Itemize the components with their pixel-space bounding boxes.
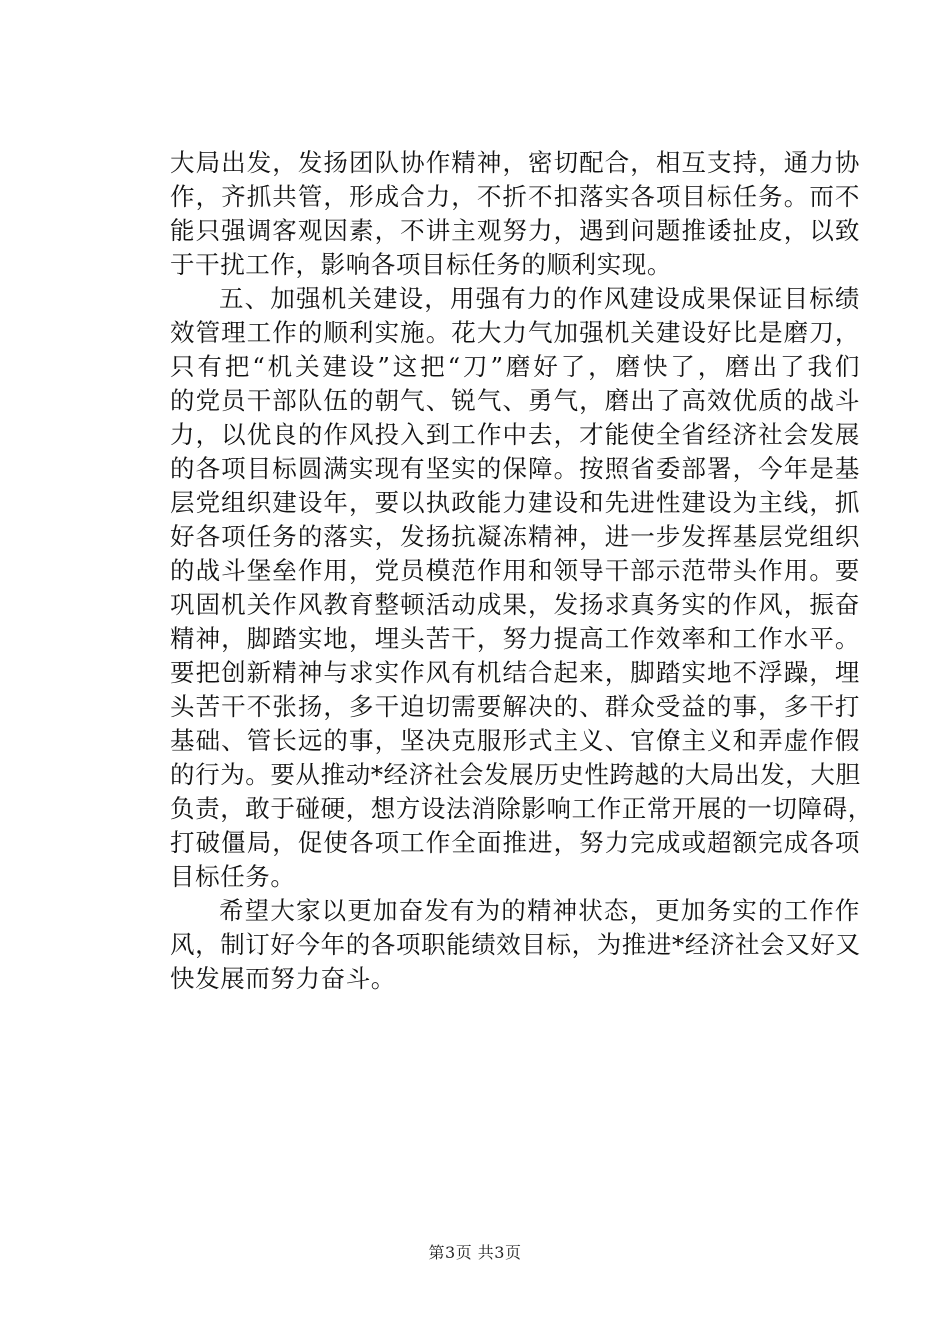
text-line: 的战斗堡垒作用，党员模范作用和领导干部示范带头作用。要 — [170, 556, 860, 585]
text-line: 打破僵局，促使各项工作全面推进，努力完成或超额完成各项 — [170, 828, 860, 857]
text-line: 好各项任务的落实，发扬抗凝冻精神，进一步发挥基层党组织 — [170, 522, 860, 551]
text-line: 效管理工作的顺利实施。花大力气加强机关建设好比是磨刀， — [170, 318, 860, 347]
text-line: 希望大家以更加奋发有为的精神状态，更加务实的工作作 — [219, 896, 860, 925]
text-line: 风，制订好今年的各项职能绩效目标，为推进*经济社会又好又 — [170, 930, 861, 959]
text-line: 只有把“机关建设”这把“刀”磨好了，磨快了，磨出了我们 — [170, 352, 860, 381]
text-line: 力，以优良的作风投入到工作中去，才能使全省经济社会发展 — [170, 420, 860, 449]
page-footer: 第3页 共3页 — [428, 1243, 522, 1262]
text-line: 五、加强机关建设，用强有力的作风建设成果保证目标绩 — [219, 284, 860, 313]
text-line: 能只强调客观因素，不讲主观努力，遇到问题推诿扯皮，以致 — [170, 216, 860, 245]
text-line: 快发展而努力奋斗。 — [170, 964, 396, 993]
text-line: 基础、管长远的事，坚决克服形式主义、官僚主义和弄虚作假 — [170, 726, 860, 755]
text-line: 的各项目标圆满实现有坚实的保障。按照省委部署，今年是基 — [170, 454, 860, 483]
text-line: 巩固机关作风教育整顿活动成果，发扬求真务实的作风，振奋 — [170, 590, 860, 619]
text-line: 头苦干不张扬，多干迫切需要解决的、群众受益的事，多干打 — [170, 692, 860, 721]
text-line: 层党组织建设年，要以执政能力建设和先进性建设为主线，抓 — [170, 488, 860, 517]
text-line: 精神，脚踏实地，埋头苦干，努力提高工作效率和工作水平。 — [170, 624, 860, 653]
text-line: 作，齐抓共管，形成合力，不折不扣落实各项目标任务。而不 — [170, 182, 860, 211]
body-text — [170, 146, 873, 996]
text-line: 于干扰工作，影响各项目标任务的顺利实现。 — [170, 250, 672, 279]
text-line: 的行为。要从推动*经济社会发展历史性跨越的大局出发，大胆 — [170, 760, 861, 789]
text-line: 大局出发，发扬团队协作精神，密切配合，相互支持，通力协 — [170, 148, 860, 177]
text-line: 负责，敢于碰硬，想方设法消除影响工作正常开展的一切障碍， — [170, 794, 873, 823]
text-line: 要把创新精神与求实作风有机结合起来，脚踏实地不浮躁，埋 — [170, 658, 860, 687]
text-line: 目标任务。 — [170, 862, 296, 891]
text-line: 的党员干部队伍的朝气、锐气、勇气，磨出了高效优质的战斗 — [170, 386, 860, 415]
